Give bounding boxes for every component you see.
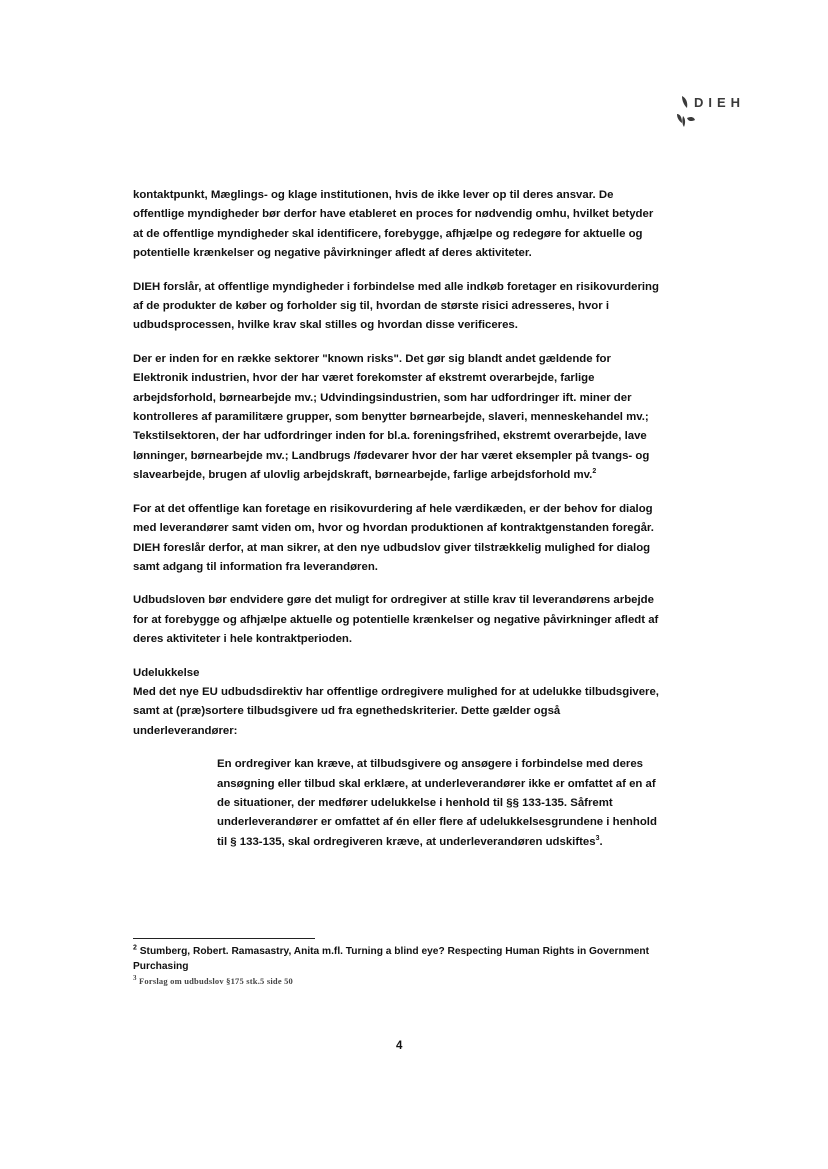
section-heading: Udelukkelse [133,666,200,679]
footnote-ref: 2 [592,468,597,476]
footnote-divider [133,938,315,939]
footnote-ref: 3 [595,834,600,842]
section-intro: Med det nye EU udbudsdirektiv har offentlige ordregivere mulighed for at udelukke tilbudsgivere, samt at (præ)sortere tilbudsgivere ud fra egnethedskriterier. Dette gælder også underleverandører: [133,685,659,737]
logo-text: DIEH [694,95,746,110]
footnote-item [133,974,653,989]
footnote-item [133,944,653,974]
dieh-leaf-logo-icon [674,92,696,136]
footnotes [133,944,653,989]
footnote-text: Forslag om udbudslov §175 stk.5 side 50 [139,976,294,986]
paragraph: For at det offentlige kan foretage en risikovurdering af hele værdikæden, er der behov for dialog med leverandører samt viden om, hvor og hvordan produktionen af kontraktgenstanden foregår. DIEH foreslår derfor, at man sikrer, at den nye udbudslov giver tilstrækkelig mulighed for dialog samt adgang til information fra leverandøren. [133,502,654,573]
quote-text: En ordregiver kan kræve, at tilbudsgivere og ansøgere i forbindelse med deres ansøgning eller tilbud skal erklære, at underleverandører ikke er omfattet af en af de situationer, der medfører udelukkelse i henhold til §§ 133-135. Såfremt underleverandører er omfattet af én eller flere af udelukkelsesgrundene i henhold til § 133-135, skal ordregiveren kræve, at underleverandøren udskiftes [217,758,657,848]
paragraph: DIEH forslår, at offentlige myndigheder i forbindelse med alle indkøb foretager en risikovurdering af de produkter de køber og forholder sig til, hvordan de største risici adresseres, hvor i udbudsprocessen, hvilke krav skal stilles og hvordan disse verificeres. [133,280,659,332]
paragraph: Udbudsloven bør endvidere gøre det muligt for ordregiver at stille krav til leverandørens arbejde for at forebygge og afhjælpe aktuelle og potentielle krænkelser og negative påvirkninger afledt af deres aktiviteter i hele kontraktperioden. [133,594,659,646]
paragraph-text: Der er inden for en række sektorer "known risks". Det gør sig blandt andet gældende for Elektronik industrien, hvor der har været forekomster af ekstremt overarbejde, farlige arbejdsforhold, børnearbejde mv.; Udvindingsindustrien, som har udfordringer ift. miner der kontrolleres af paramilitære grupper, som benytter børnearbejde, slaveri, menneskehandel mv.; Tekstilsektoren, der har udfordringer inden for bl.a. foreningsfrihed, ekstremt overarbejde, lave lønninger, børnearbejde mv.; Landbrugs /fødevarer hvor der har været eksempler på tvangs- og slavearbejde, brugen af ulovlig arbejdskraft, børnearbejde, farlige arbejdsforhold mv. [133,352,650,482]
dieh-logo [674,92,754,136]
document-body [133,186,663,852]
quote-end: . [599,835,603,848]
footnote-mark: 2 [133,944,137,952]
paragraph [133,350,663,486]
block-quote [217,755,665,852]
paragraph: kontaktpunkt, Mæglings- og klage institutionen, hvis de ikke lever op til deres ansvar. De offentlige myndigheder bør derfor have etableret en proces for nødvendig omhu, hvilket betyder at de offentlige myndigheder skal identificere, forebygge, afhjælpe og redegøre for aktuelle og potentielle krænkelser og negative påvirkninger afledt af deres aktiviteter. [133,189,654,260]
footnote-text: Stumberg, Robert. Ramasastry, Anita m.fl. Turning a blind eye? Respecting Human Rights in Government Purchasing [133,946,650,972]
page-number: 4 [396,1040,403,1052]
footnote-mark: 3 [133,974,137,983]
